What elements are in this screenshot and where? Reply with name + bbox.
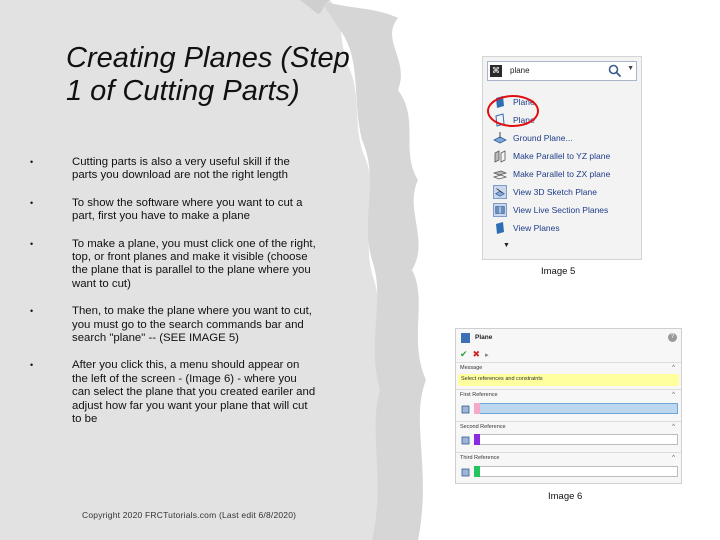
sketch-plane-icon [493,185,507,199]
bullet-dot-icon: • [30,360,34,371]
dialog-title: Plane [475,334,493,341]
list-item [28,156,318,183]
copyright-footer: Copyright 2020 FRCTutorials.com (Last edit 6/8/2020) [82,510,297,520]
list-item [28,305,318,345]
bullet-text: To show the software where you want to cut a part, first you have to make a plane [72,196,303,223]
slide-title: Creating Planes (Step 1 of Cutting Parts) [66,42,350,107]
message-bar [458,374,679,386]
chevron-up-icon[interactable]: ^ [672,455,675,461]
plane-dialog-screenshot [455,328,682,484]
result-label: Make Parallel to ZX plane [513,169,611,179]
bullet-dot-icon: • [30,238,34,249]
search-result-view-planes[interactable] [487,219,639,237]
dialog-header [456,329,681,347]
bullet-list [28,156,318,441]
result-label: Plane [513,115,535,125]
list-item [28,359,318,426]
section-label: Second Reference [460,424,506,430]
section-label: Third Reference [460,455,500,461]
plane-icon [461,333,470,343]
chevron-up-icon[interactable]: ^ [672,392,675,398]
first-reference-section[interactable] [456,389,681,403]
list-item [28,238,318,292]
parallel-zx-icon [493,167,507,181]
reference-icon [461,404,471,414]
help-icon[interactable]: ? [668,333,677,342]
result-label: View Planes [513,223,560,233]
search-result-live-section-planes[interactable] [487,201,639,219]
result-label: View Live Section Planes [513,205,609,215]
result-label: Plane [513,97,535,107]
second-reference-field[interactable] [460,434,678,446]
search-result-parallel-yz[interactable] [487,147,639,165]
search-icon[interactable] [608,64,622,78]
result-label: View 3D Sketch Plane [513,187,597,197]
chevron-down-icon[interactable]: ▼ [503,242,510,249]
bullet-text: Then, to make the plane where you want to cut, you must go to the search commands bar and search "plane" -- (SEE IMAGE 5) [72,305,312,345]
third-reference-field[interactable] [460,466,678,478]
reference-input[interactable] [474,434,678,445]
dialog-actions [460,349,494,360]
list-item [28,197,318,224]
message-text: Select references and constraints [461,376,543,382]
reference-color-swatch [474,434,480,445]
reference-icon [461,467,471,477]
reference-color-swatch [474,466,480,477]
reference-input[interactable] [474,403,678,414]
parallel-yz-icon [493,149,507,163]
command-search-tag-icon: ⌘ [492,66,500,75]
section-label: First Reference [460,392,498,398]
search-result-ground-plane[interactable] [487,129,639,147]
pin-icon[interactable]: ▸ [485,352,489,359]
search-result-3d-sketch-plane[interactable] [487,183,639,201]
close-icon[interactable]: ✖ [472,349,481,359]
bullet-text: Cutting parts is also a very useful skill if the parts you download are not the right length [72,156,290,182]
search-commands-screenshot [482,56,642,260]
image-6-caption: Image 6 [548,491,583,502]
check-icon[interactable]: ✔ [460,349,468,359]
chevron-up-icon[interactable]: ^ [672,365,675,371]
section-planes-icon [493,203,507,217]
reference-input[interactable] [474,466,678,477]
result-label: Make Parallel to YZ plane [513,151,611,161]
first-reference-field[interactable] [460,403,678,415]
view-planes-icon [493,221,507,235]
search-result-parallel-zx[interactable] [487,165,639,183]
ground-plane-icon [493,131,507,145]
third-reference-section[interactable] [456,452,681,466]
section-label: Message [460,365,483,371]
result-label: Ground Plane... [513,133,573,143]
chevron-up-icon[interactable]: ^ [672,424,675,430]
reference-color-swatch [474,403,480,414]
bullet-dot-icon: • [30,157,34,167]
search-input[interactable]: plane [510,66,530,75]
reference-icon [461,435,471,445]
bullet-text: After you click this, a menu should appear on the left of the screen - (Image 6) - where you can select the plane that you created eariler and adjust how far you want your plane that will cut to be [72,359,316,426]
search-commands-bar[interactable] [487,61,637,81]
bullet-text: To make a plane, you must click one of the right, top, or front planes and make it visible (choose the plane that is parallel to the plane where you want to cut) [72,237,316,290]
second-reference-section[interactable] [456,421,681,435]
image-5-caption: Image 5 [541,266,576,277]
highlight-circle [487,95,539,127]
chevron-down-icon[interactable]: ▼ [627,65,634,72]
bullet-dot-icon: • [30,197,34,208]
bullet-dot-icon: • [30,306,34,317]
